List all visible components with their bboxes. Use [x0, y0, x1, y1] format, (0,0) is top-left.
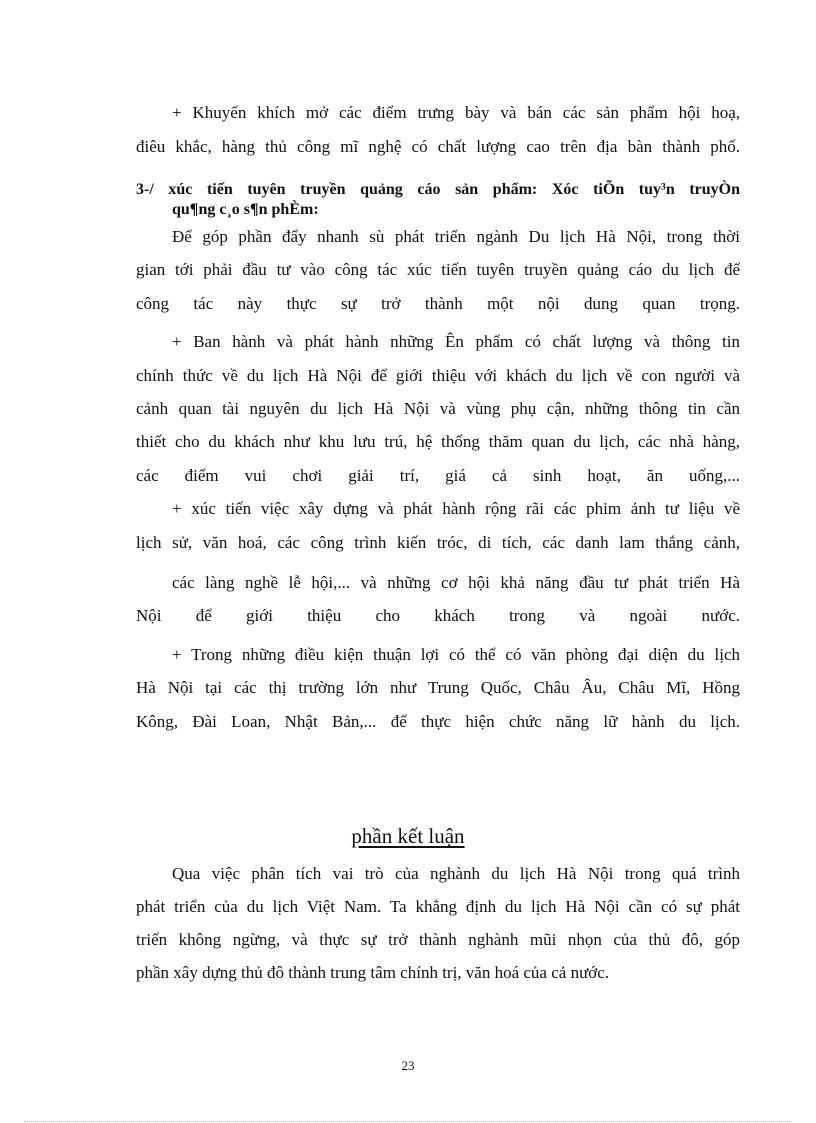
page-bottom-border	[24, 1121, 792, 1122]
text-line: thiết cho du khách như khu lưu trú, hệ thống thăm quan du lịch, các nhà hàng,	[136, 432, 740, 451]
heading-line: 3-/ xúc tiến tuyên truyền quảng cáo sản phẩm: Xóc tiÕn tuy³n truyÒn	[136, 181, 740, 198]
text-line: điêu khắc, hàng thủ công mĩ nghệ có chất lượng cao trên địa bàn thành phố.	[136, 137, 740, 156]
text-line: phần xây dựng thủ đô thành trung tâm chính trị, văn hoá của cả nước.	[136, 963, 610, 982]
text-line: triển không ngừng, và thực sự trở thành nghành mũi nhọn của thủ đô, góp	[136, 930, 740, 949]
text-line: Qua việc phân tích vai trò của nghành du lịch Hà Nội trong quá trình	[172, 864, 740, 883]
page-number: 23	[401, 1058, 415, 1073]
conclusion-title-text: phần kết luận	[351, 824, 465, 848]
text-line: gian tới phải đầu tư vào công tác xúc tiến tuyên truyền quảng cáo du lịch để	[136, 260, 740, 279]
text-line: chính thức về du lịch Hà Nội để giới thiệu với khách du lịch về con người và	[136, 366, 740, 385]
text-line: công tác này thực sự trở thành một nội dung quan trọng.	[136, 294, 740, 313]
text-line: + Trong những điều kiện thuận lợi có thể có văn phòng đại diện du lịch	[172, 645, 740, 664]
text-line: Hà Nội tại các thị trường lớn như Trung Quốc, Châu Âu, Châu Mĩ, Hồng	[136, 678, 740, 697]
text-line: Nội để giới thiệu cho khách trong và ngoài nước.	[136, 606, 740, 625]
text-line: phát triển của du lịch Việt Nam. Ta khẳng định du lịch Hà Nội cần có sự phát	[136, 897, 740, 916]
text-line: cảnh quan tài nguyên du lịch Hà Nội và vùng phụ cận, những thông tin cần	[136, 399, 740, 418]
text-line: + Ban hành và phát hành những Ên phẩm có chất lượng và thông tin	[172, 332, 740, 351]
heading-line: qu¶ng c¸o s¶n phÈm:	[172, 201, 319, 218]
text-line: + Khuyến khích mở các điểm trưng bày và bán các sản phẩm hội hoạ,	[172, 103, 740, 122]
text-line: các điểm vui chơi giải trí, giá cả sinh hoạt, ăn uống,...	[136, 466, 740, 485]
text-line: Để góp phần đẩy nhanh sù phát triển ngành Du lịch Hà Nội, trong thời	[172, 227, 740, 246]
text-line: Kông, Đài Loan, Nhật Bản,... để thực hiện chức năng lữ hành du lịch.	[136, 712, 740, 731]
text-line: các làng nghề lễ hội,... và những cơ hội khả năng đầu tư phát triển Hà	[172, 573, 740, 592]
text-line: + xúc tiến việc xây dựng và phát hành rộng rãi các phim ảnh tư liệu về	[172, 499, 740, 518]
text-line: lịch sử, văn hoá, các công trình kiến tróc, di tích, các danh lam thắng cảnh,	[136, 533, 740, 552]
conclusion-title	[0, 824, 816, 849]
